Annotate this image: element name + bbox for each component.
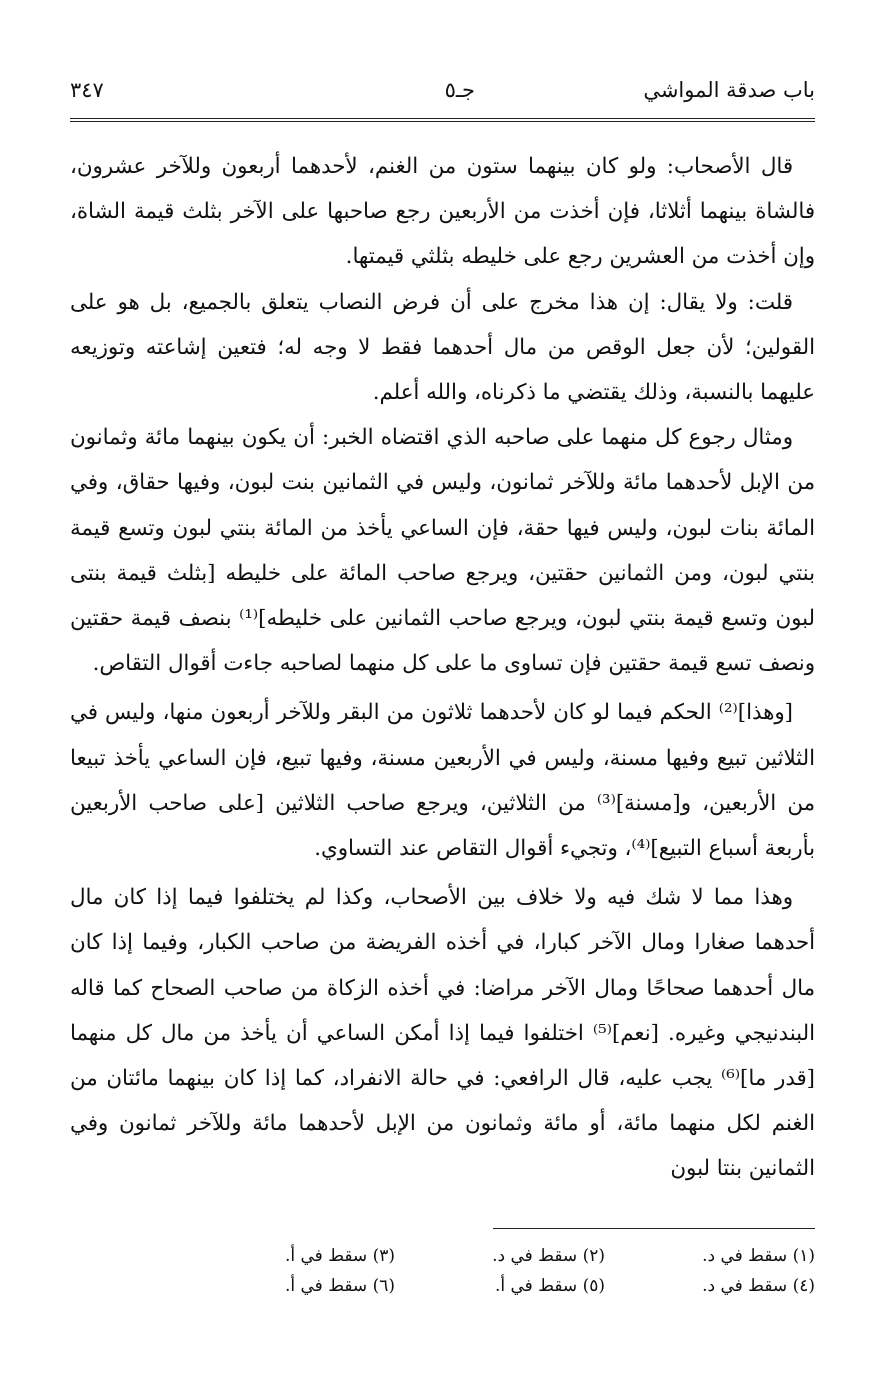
footnote-rule [493, 1228, 815, 1229]
footnote-4: (٤) سقط في د. [702, 1275, 815, 1296]
footnote-3: (٣) سقط في أ. [284, 1245, 395, 1266]
main-text [70, 144, 815, 1192]
header-rule [70, 118, 815, 122]
paragraph: ومثال رجوع كل منهما على صاحبه الذي اقتضاه الخبر: أن يكون بينهما مائة وثمانون من الإبل لأحدهما مائة وللآخر ثمانون، وليس في الثمانين بنت لبون، وفيها حقاق، وفي المائة بنات لبون، وليس فيها حقة، فإن الساعي يأخذ من المائة بنتي لبون وتسع قيمة بنتي لبون، ومن الثمانين حقتين، ويرجع صاحب المائة على خليطه [بثلث قيمة بنتى لبون وتسع قيمة بنتي لبون، ويرجع صاحب الثمانين على خليطه]⁽¹⁾ بنصف قيمة حقتين ونصف تسع قيمة حقتين فإن تساوى ما على كل منهما لصاحبه جاءت أقوال التقاص. [70, 425, 816, 677]
paragraph: قلت: ولا يقال: إن هذا مخرج على أن فرض النصاب يتعلق بالجميع، بل هو على القولين؛ لأن جعل الوقص من مال أحدهما فقط لا وجه له؛ فتعين إشاعته وتوزيعه عليهما بالنسبة، وذلك يقتضي ما ذكرناه، والله أعلم. [70, 289, 815, 406]
paragraph: [وهذا]⁽²⁾ الحكم فيما لو كان لأحدهما ثلاثون من البقر وللآخر أربعون منها، وليس في الثلاثين تبيع وفيها مسنة، وليس في الأربعين مسنة، وفيها تبيع، فإن الساعي يأخذ تبيعا من الأربعين، و[مسنة]⁽³⁾ من الثلاثين، ويرجع صاحب الثلاثين [على صاحب الأربعين بأربعة أسباع التبيع]⁽⁴⁾، وتجيء أقوال التقاص عند التساوي. [70, 700, 815, 862]
footnote-5: (٥) سقط في أ. [494, 1275, 605, 1296]
book-page [70, 72, 815, 1301]
volume-label: جـ٥ [444, 78, 475, 102]
chapter-title: باب صدقة المواشي [643, 78, 815, 102]
footnote-6: (٦) سقط في أ. [284, 1275, 395, 1296]
footnotes [70, 1241, 815, 1301]
paragraph: قال الأصحاب: ولو كان بينهما ستون من الغنم، لأحدهما أربعون وللآخر عشرون، فالشاة بينهما أثلاثا، فإن أخذت من الأربعين رجع صاحبها على الآخر بثلث قيمة الشاة، وإن أخذت من العشرين رجع على خليطه بثلثي قيمتها. [70, 154, 815, 270]
footnote-1: (١) سقط في د. [702, 1245, 815, 1266]
footnote-2: (٢) سقط في د. [492, 1245, 605, 1266]
page-number: ٣٤٧ [70, 78, 104, 102]
running-header [70, 72, 815, 114]
paragraph: وهذا مما لا شك فيه ولا خلاف بين الأصحاب، وكذا لم يختلفوا فيما إذا كان مال أحدهما صغارا ومال الآخر كبارا، في أخذه الفريضة من صاحب الكبار، وفيما إذا كان مال أحدهما صحاحًا ومال الآخر مراضا: في أخذه الزكاة من صاحب الصحاح كما قاله البندنيجي وغيره. [نعم]⁽⁵⁾ اختلفوا فيما إذا أمكن الساعي أن يأخذ من مال كل منهما [قدر ما]⁽⁶⁾ يجب عليه، قال الرافعي: في حالة الانفراد، كما إذا كان بينهما مائتان من الغنم لكل منهما مائة، أو مائة وثمانون من الإبل لأحدهما مائة وللآخر ثمانون وفي الثمانين بنتا لبون [70, 885, 815, 1182]
